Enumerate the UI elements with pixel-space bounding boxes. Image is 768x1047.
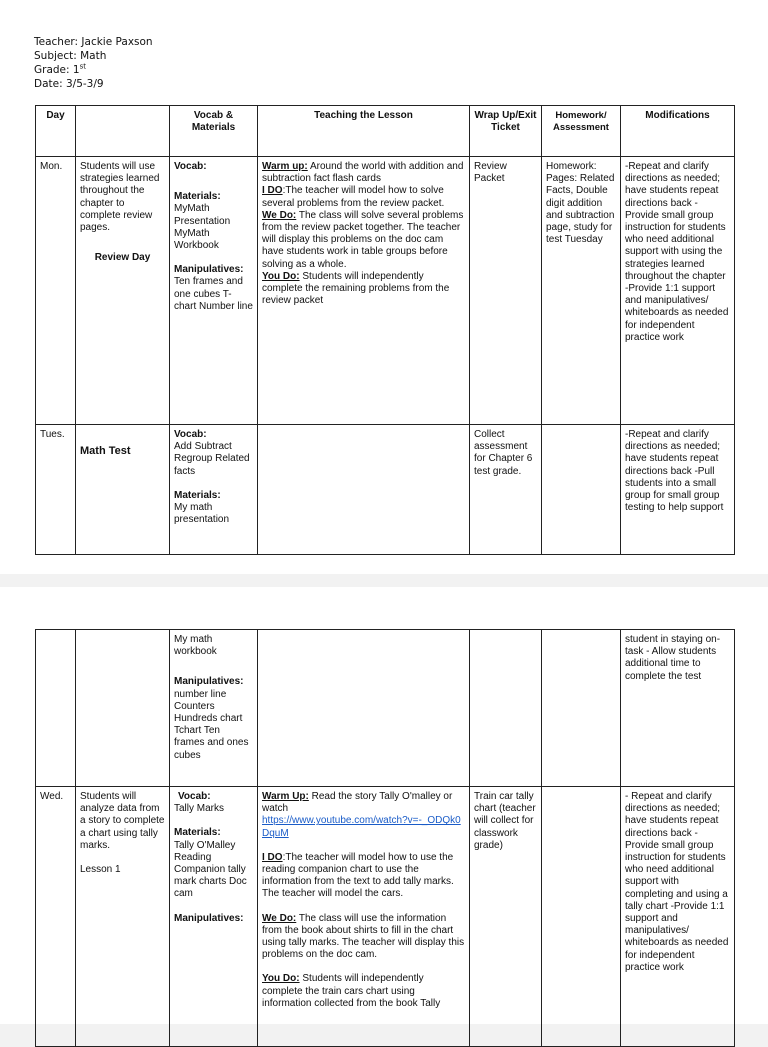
col-wrap-up: Wrap Up/Exit Ticket — [470, 106, 542, 157]
wednesday-objective: Students will analyze data from a story to complete a chart using tally marks. — [80, 791, 165, 851]
tuesday-cont-vocab-cell — [170, 630, 258, 787]
monday-objective-cell — [76, 157, 170, 425]
wednesday-we-do: We Do: The class will use the information from the book about shirts to fill in the chart using tally marks. The teacher will display this problems on the doc cam. — [262, 912, 465, 961]
monday-materials-label: Materials: — [174, 191, 221, 203]
monday-you-do: You Do: Students will independently complete the remaining problems from the review packet — [262, 270, 450, 307]
monday-i-do: I DO:The teacher will model how to solve several problems from the review packet. — [262, 185, 445, 209]
tuesday-materials: My math presentation — [174, 502, 230, 526]
monday-manipulatives-label: Manipulatives: — [174, 264, 244, 276]
monday-day: Mon. — [36, 157, 76, 425]
monday-vocab-label: Vocab: — [174, 161, 207, 172]
col-teaching: Teaching the Lesson — [258, 106, 470, 157]
monday-manipulatives: Ten frames and one cubes T- chart Number line — [174, 276, 253, 312]
tuesday-day: Tues. — [36, 425, 76, 555]
table-header-row — [36, 106, 735, 157]
monday-we-do: We Do: The class will solve several problems from the review packet together. The teacher will display this problems on the doc cam have students work in table groups before solving as a whole. — [262, 209, 464, 270]
wednesday-vocab-label: Vocab: — [178, 791, 211, 802]
tuesday-vocab: Add Subtract Regroup Related facts — [174, 441, 250, 477]
col-modifications: Modifications — [621, 106, 735, 157]
monday-modifications: -Repeat and clarify directions as needed; have students repeat directions back -Provide small group instruction for students who need additional support with using the strategies learned throughout the chapter -Provide 1:1 support and manipulatives/ whiteboards as needed for independent practice work — [621, 157, 735, 425]
monday-materials: MyMath Presentation MyMath Workbook — [174, 203, 231, 252]
monday-vocab-cell — [170, 157, 258, 425]
grade-line: Grade: 1st — [34, 62, 86, 76]
col-vocab-materials: Vocab & Materials — [170, 106, 258, 157]
lesson-plan-table — [35, 105, 735, 555]
wednesday-you-do: You Do: Students will independently complete the train cars chart using information collected from the book Tally — [262, 973, 441, 1009]
table-row-wednesday — [36, 787, 735, 1047]
monday-wrap-up: Review Packet — [470, 157, 542, 425]
tuesday-materials-label: Materials: — [174, 489, 221, 501]
col-objective — [76, 106, 170, 157]
wednesday-i-do: I DO:The teacher will model how to use the reading companion chart to use the information from the text to add tally marks. The teacher will model the cars. — [262, 851, 454, 900]
tuesday-cont-teaching — [258, 630, 470, 787]
tuesday-title-cell — [76, 425, 170, 555]
wednesday-materials: Tally O'Malley Reading Companion tally mark charts Doc cam — [174, 839, 247, 900]
tuesday-cont-modifications: student in staying on-task - Allow students additional time to complete the test — [621, 630, 735, 787]
wednesday-wrap-up: Train car tally chart (teacher will collect for classwork grade) — [470, 787, 542, 1047]
tuesday-cont-materials: My math workbook — [174, 634, 217, 658]
lesson-plan-header — [34, 35, 153, 91]
subject-line: Subject: Math — [34, 50, 107, 62]
tuesday-wrap-up: Collect assessment for Chapter 6 test grade. — [470, 425, 542, 555]
table-row-tuesday — [36, 425, 735, 555]
tuesday-cont-homework — [542, 630, 621, 787]
tuesday-vocab-cell — [170, 425, 258, 555]
monday-review-day: Review Day — [94, 252, 151, 264]
wednesday-manipulatives-label: Manipulatives: — [174, 912, 244, 924]
monday-objective: Students will use strategies learned throughout the chapter to complete review pages. — [80, 161, 160, 234]
lesson-plan-table-continued — [35, 629, 735, 1047]
tuesday-cont-day — [36, 630, 76, 787]
col-homework: Homework/ Assessment — [542, 106, 621, 157]
wednesday-teaching-cell — [258, 787, 470, 1047]
tuesday-cont-wrap-up — [470, 630, 542, 787]
wednesday-vocab-cell — [170, 787, 258, 1047]
wednesday-video-link[interactable]: https://www.youtube.com/watch?v=-_ODQk0DquM — [262, 815, 461, 839]
date-line: Date: 3/5-3/9 — [34, 78, 104, 90]
document-page-2 — [0, 587, 768, 1024]
tuesday-title: Math Test — [80, 445, 131, 457]
tuesday-teaching-cell — [258, 425, 470, 555]
wednesday-objective-cell — [76, 787, 170, 1047]
tuesday-homework-cell — [542, 425, 621, 555]
table-row-tuesday-continued — [36, 630, 735, 787]
teacher-line: Teacher: Jackie Paxson — [34, 36, 153, 48]
monday-warmup: Warm up: Around the world with addition and subtraction fact flash cards — [262, 161, 464, 185]
table-row-monday — [36, 157, 735, 425]
wednesday-day: Wed. — [36, 787, 76, 1047]
monday-homework: Homework: Pages: Related Facts, Double digit addition and subtraction page, study for test Tuesday — [542, 157, 621, 425]
wednesday-homework-cell — [542, 787, 621, 1047]
tuesday-cont-objective — [76, 630, 170, 787]
tuesday-modifications: -Repeat and clarify directions as needed; have students repeat directions back -Pull students into a small group for small group testing to help support — [621, 425, 735, 555]
wednesday-modifications: - Repeat and clarify directions as needed; have students repeat directions back -Provide small group instruction for students who need additional support with completing and using a tally chart -Provide 1:1 support and manipulatives/ whiteboards as needed for independent practice work — [621, 787, 735, 1047]
wednesday-warmup: Warm Up: Read the story Tally O'malley or watch — [262, 791, 453, 815]
col-day: Day — [36, 106, 76, 157]
monday-teaching-cell — [258, 157, 470, 425]
tuesday-cont-manipulatives: number line Counters Hundreds chart Tchart Ten frames and ones cubes — [174, 688, 249, 761]
tuesday-cont-manipulatives-label: Manipulatives: — [174, 676, 244, 688]
wednesday-materials-label: Materials: — [174, 827, 221, 839]
tuesday-vocab-label: Vocab: — [174, 429, 207, 440]
wednesday-vocab: Tally Marks — [174, 803, 225, 815]
wednesday-lesson: Lesson 1 — [80, 864, 121, 876]
